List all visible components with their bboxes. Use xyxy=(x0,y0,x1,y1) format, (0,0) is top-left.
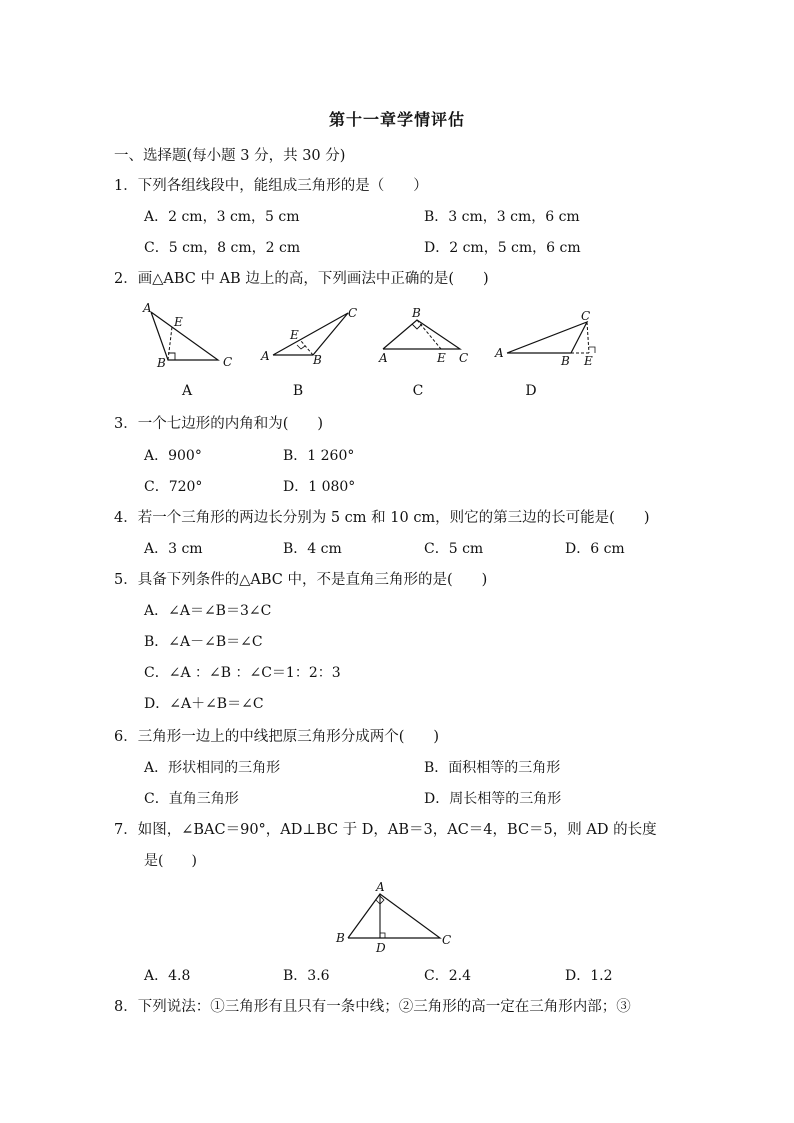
question-7-figure xyxy=(330,878,460,956)
question-3-option-a: A．900° xyxy=(144,448,202,464)
figure-a-caption: A xyxy=(181,383,193,399)
fig-a-label-b: B xyxy=(157,356,166,370)
fig-d-label-c: C xyxy=(581,309,591,323)
question-4-stem: 4．若一个三角形的两边长分别为 5 cm 和 10 cm，则它的第三边的长可能是( ) xyxy=(114,510,650,526)
question-4-option-b: B．4 cm xyxy=(283,541,342,557)
question-1-option-c: C．5 cm，8 cm，2 cm xyxy=(144,240,301,256)
question-3-option-d: D．1 080° xyxy=(283,479,356,495)
question-2-stem: 2．画△ABC 中 AB 边上的高，下列画法中正确的是( ) xyxy=(114,271,489,287)
question-3-option-c: C．720° xyxy=(144,479,203,495)
question-6-stem: 6．三角形一边上的中线把原三角形分成两个( ) xyxy=(114,729,440,745)
question-6-option-a: A．形状相同的三角形 xyxy=(144,760,281,776)
section-heading: 一、选择题(每小题 3 分，共 30 分) xyxy=(114,148,346,164)
q7-label-d: D xyxy=(376,941,386,955)
question-4-option-a: A．3 cm xyxy=(144,541,203,557)
question-7-option-b: B．3.6 xyxy=(283,968,330,984)
question-7-option-a: A．4.8 xyxy=(144,968,191,984)
question-3-stem: 3．一个七边形的内角和为( ) xyxy=(114,416,324,432)
fig-c-label-b: B xyxy=(412,306,421,320)
figure-a xyxy=(142,301,232,370)
question-5-option-a: A．∠A＝∠B＝3∠C xyxy=(144,603,272,619)
q7-label-c: C xyxy=(442,933,452,947)
figure-c-caption: C xyxy=(412,383,424,399)
question-8-stem: 8．下列说法：①三角形有且只有一条中线；②三角形的高一定在三角形内部；③ xyxy=(114,999,631,1015)
question-5-option-c: C．∠A ：∠B ：∠C＝1：2：3 xyxy=(144,665,341,681)
fig-d-label-e: E xyxy=(584,354,593,368)
fig-d-label-b: B xyxy=(561,354,570,368)
fig-a-label-c: C xyxy=(223,355,233,369)
question-7-option-d: D．1.2 xyxy=(565,968,613,984)
fig-b-label-c: C xyxy=(348,306,358,320)
fig-b-label-a: A xyxy=(261,349,270,363)
q7-label-b: B xyxy=(336,931,345,945)
question-2-figures xyxy=(130,298,610,373)
question-4-option-d: D．6 cm xyxy=(565,541,625,557)
question-7-option-c: C．2.4 xyxy=(424,968,471,984)
question-4-option-c: C．5 cm xyxy=(424,541,484,557)
page-title: 第十一章学情评估 xyxy=(328,110,465,129)
fig-b-label-e: E xyxy=(290,328,299,342)
fig-c-label-c: C xyxy=(459,351,469,365)
figure-d-caption: D xyxy=(525,383,537,399)
q7-label-a: A xyxy=(376,880,385,894)
fig-a-label-a: A xyxy=(143,301,152,315)
question-5-option-d: D．∠A＋∠B＝∠C xyxy=(144,696,264,712)
fig-a-label-e: E xyxy=(174,315,183,329)
question-1-option-a: A．2 cm，3 cm，5 cm xyxy=(144,209,300,225)
question-6-option-c: C．直角三角形 xyxy=(144,791,239,807)
question-7-stem: 7．如图，∠BAC＝90°，AD⊥BC 于 D，AB＝3，AC＝4，BC＝5，则 AD 的长度 xyxy=(114,822,657,838)
figure-b-caption: B xyxy=(292,383,304,399)
question-6-option-d: D．周长相等的三角形 xyxy=(424,791,562,807)
fig-d-label-a: A xyxy=(495,346,504,360)
question-3-option-b: B．1 260° xyxy=(283,448,355,464)
figure-b xyxy=(260,306,357,367)
fig-b-label-b: B xyxy=(313,353,322,367)
question-5-stem: 5．具备下列条件的△ABC 中，不是直角三角形的是( ) xyxy=(114,572,488,588)
question-1-stem: 1．下列各组线段中，能组成三角形的是（ ） xyxy=(114,178,428,194)
fig-c-label-e: E xyxy=(437,351,446,365)
question-1-option-b: B．3 cm，3 cm，6 cm xyxy=(424,209,580,225)
question-6-option-b: B．面积相等的三角形 xyxy=(424,760,561,776)
figure-c xyxy=(378,306,468,365)
question-1-option-d: D．2 cm，5 cm，6 cm xyxy=(424,240,581,256)
figure-d xyxy=(494,309,595,368)
question-7-stem-continued: 是( ) xyxy=(144,853,197,869)
fig-c-label-a: A xyxy=(379,351,388,365)
question-5-option-b: B．∠A－∠B＝∠C xyxy=(144,634,263,650)
